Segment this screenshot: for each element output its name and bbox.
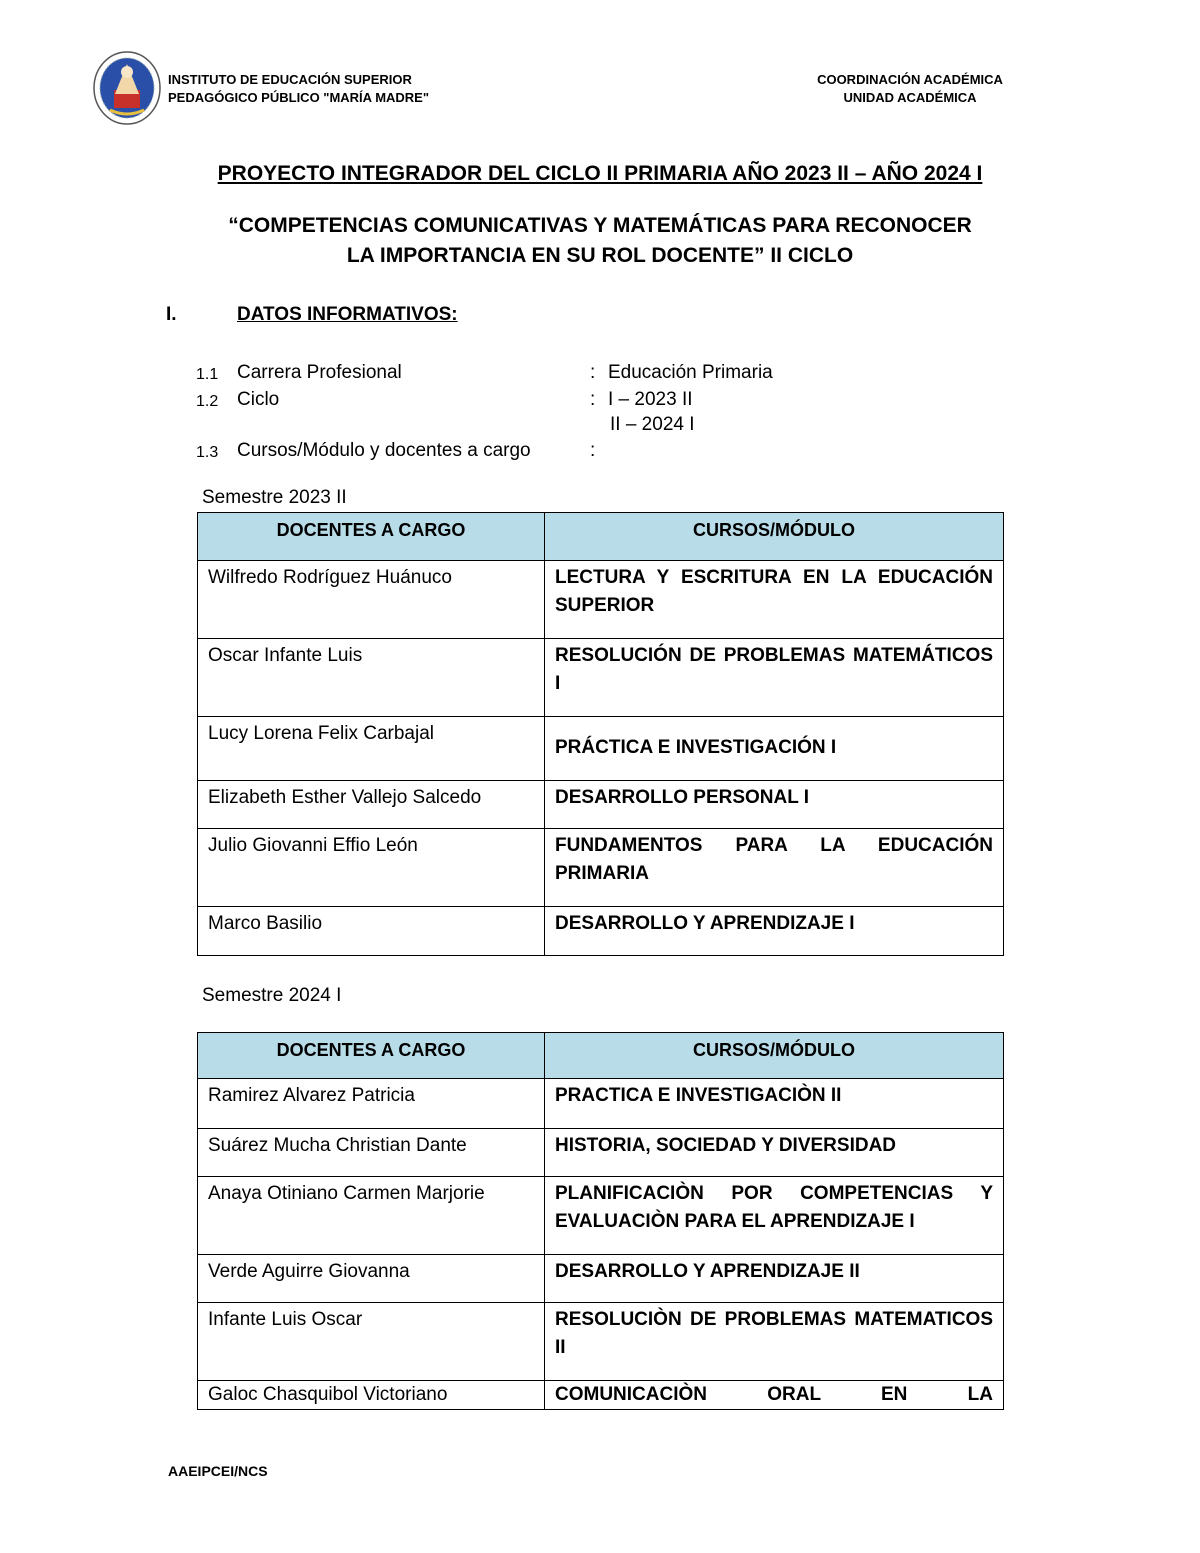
- info-colon: :: [590, 440, 596, 461]
- info-value-cycle-1: I – 2023 II: [608, 389, 693, 410]
- institute-seal-logo: [92, 50, 162, 126]
- table-row: [198, 717, 1004, 781]
- table-row: [198, 1381, 1004, 1410]
- info-colon: :: [590, 389, 596, 410]
- section-number: I.: [166, 304, 177, 325]
- coordination-line-1: COORDINACIÓN ACADÉMICA: [817, 72, 1003, 87]
- table-row: [198, 1079, 1004, 1129]
- course-cell: DESARROLLO PERSONAL I: [545, 781, 1004, 829]
- table-row: [198, 907, 1004, 956]
- teacher-cell: Oscar Infante Luis: [198, 639, 545, 717]
- info-label-courses: Cursos/Módulo y docentes a cargo: [237, 440, 531, 461]
- table-row: [198, 639, 1004, 717]
- table-row: [198, 1177, 1004, 1255]
- info-number-1: 1.1: [196, 366, 219, 383]
- teacher-cell: Julio Giovanni Effio León: [198, 829, 545, 907]
- table-row: [198, 1303, 1004, 1381]
- institute-line-1: INSTITUTO DE EDUCACIÓN SUPERIOR: [168, 72, 412, 87]
- teacher-cell: Marco Basilio: [198, 907, 545, 956]
- document-title: PROYECTO INTEGRADOR DEL CICLO II PRIMARIA AÑO 2023 II – AÑO 2024 I: [217, 162, 983, 185]
- coordination-line-2: UNIDAD ACADÉMICA: [843, 90, 977, 105]
- semester-2-label: Semestre 2024 I: [202, 985, 342, 1006]
- table-row: [198, 1255, 1004, 1303]
- info-colon: :: [590, 362, 596, 383]
- table-row: [198, 561, 1004, 639]
- course-cell: PRÁCTICA E INVESTIGACIÓN I: [545, 717, 1004, 781]
- course-cell: FUNDAMENTOS PARA LA EDUCACIÓN PRIMARIA: [545, 829, 1004, 907]
- teacher-cell: Wilfredo Rodríguez Huánuco: [198, 561, 545, 639]
- info-label-career: Carrera Profesional: [237, 362, 402, 383]
- subtitle-line-2: LA IMPORTANCIA EN SU ROL DOCENTE” II CICLO: [346, 244, 854, 267]
- document-subtitle: [150, 211, 1050, 271]
- info-number-2: 1.2: [196, 393, 219, 410]
- section-title: DATOS INFORMATIVOS:: [237, 304, 458, 325]
- table-row: [198, 829, 1004, 907]
- header-teachers: DOCENTES A CARGO: [198, 1033, 545, 1079]
- semester-1-label: Semestre 2023 II: [202, 487, 347, 508]
- coordination-header: [790, 71, 1030, 107]
- institute-line-2: PEDAGÓGICO PÚBLICO "MARÍA MADRE": [168, 90, 430, 105]
- subtitle-line-1: “COMPETENCIAS COMUNICATIVAS Y MATEMÁTICAS PARA RECONOCER: [228, 214, 972, 237]
- teacher-cell: Ramirez Alvarez Patricia: [198, 1079, 545, 1129]
- header-courses: CURSOS/MÓDULO: [545, 1033, 1004, 1079]
- info-label-cycle: Ciclo: [237, 389, 280, 410]
- table-row: [198, 1129, 1004, 1177]
- info-value-cycle-2: II – 2024 I: [610, 414, 695, 435]
- document-code-footer: AAEIPCEI/NCS: [168, 1463, 268, 1479]
- institute-name: [168, 71, 429, 107]
- table-row: [198, 781, 1004, 829]
- semester-1-table: [197, 512, 1004, 956]
- course-cell: COMUNICACIÒN ORAL EN LA: [545, 1381, 1004, 1410]
- course-cell: RESOLUCIÒN DE PROBLEMAS MATEMATICOS II: [545, 1303, 1004, 1381]
- header-courses: CURSOS/MÓDULO: [545, 513, 1004, 561]
- course-cell: PRACTICA E INVESTIGACIÒN II: [545, 1079, 1004, 1129]
- course-cell: LECTURA Y ESCRITURA EN LA EDUCACIÓN SUPERIOR: [545, 561, 1004, 639]
- info-value-career: Educación Primaria: [608, 362, 773, 383]
- semester-2-table: [197, 1032, 1004, 1410]
- teacher-cell: Infante Luis Oscar: [198, 1303, 545, 1381]
- teacher-cell: Lucy Lorena Felix Carbajal: [198, 717, 545, 781]
- teacher-cell: Suárez Mucha Christian Dante: [198, 1129, 545, 1177]
- course-cell: RESOLUCIÓN DE PROBLEMAS MATEMÁTICOS I: [545, 639, 1004, 717]
- course-cell: HISTORIA, SOCIEDAD Y DIVERSIDAD: [545, 1129, 1004, 1177]
- teacher-cell: Galoc Chasquibol Victoriano: [198, 1381, 545, 1410]
- teacher-cell: Elizabeth Esther Vallejo Salcedo: [198, 781, 545, 829]
- table-header-row: [198, 513, 1004, 561]
- header-teachers: DOCENTES A CARGO: [198, 513, 545, 561]
- course-cell: PLANIFICACIÒN POR COMPETENCIAS Y EVALUACIÒN PARA EL APRENDIZAJE I: [545, 1177, 1004, 1255]
- course-cell: DESARROLLO Y APRENDIZAJE II: [545, 1255, 1004, 1303]
- info-number-3: 1.3: [196, 444, 219, 461]
- table-header-row: [198, 1033, 1004, 1079]
- course-cell: DESARROLLO Y APRENDIZAJE I: [545, 907, 1004, 956]
- teacher-cell: Anaya Otiniano Carmen Marjorie: [198, 1177, 545, 1255]
- teacher-cell: Verde Aguirre Giovanna: [198, 1255, 545, 1303]
